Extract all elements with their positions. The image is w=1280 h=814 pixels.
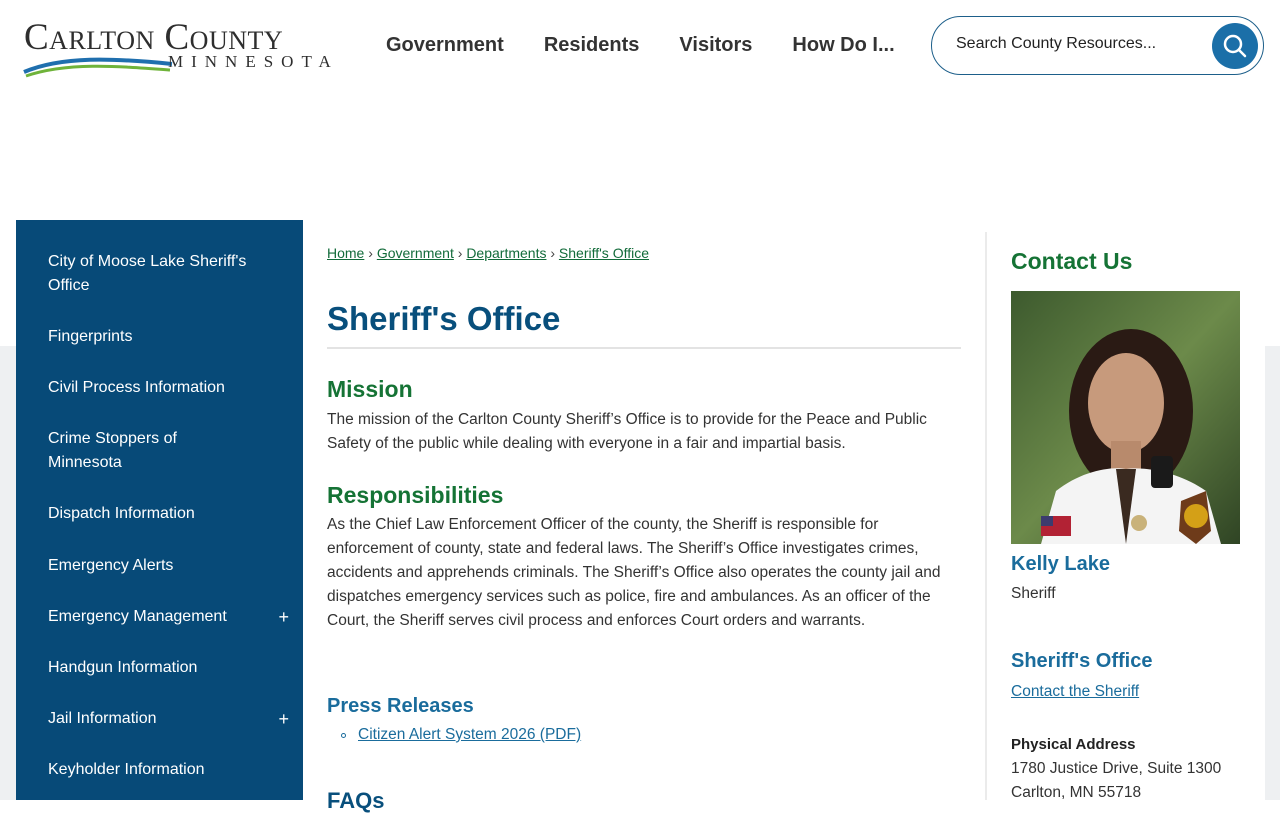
sidebar-item-label: Emergency Management	[48, 608, 227, 625]
nav-government[interactable]: Government	[386, 34, 504, 56]
sidebar-item-moose-lake[interactable]	[16, 250, 303, 298]
expand-icon[interactable]: +	[278, 709, 289, 729]
breadcrumb	[327, 245, 649, 261]
breadcrumb-sheriffs-office[interactable]: Sheriff's Office	[558, 245, 650, 261]
sidebar-item-jail[interactable]	[16, 707, 303, 731]
list-item	[341, 726, 581, 744]
address-label: Physical Address	[1011, 736, 1136, 753]
responsibilities-heading: Responsibilities	[327, 482, 504, 508]
sidebar-item-label: Crime Stoppers of Minnesota	[48, 430, 177, 471]
nav-residents[interactable]: Residents	[543, 34, 640, 56]
nav-how-do-i[interactable]: How Do I...	[792, 34, 895, 56]
office-name: Sheriff's Office	[1011, 650, 1153, 672]
contact-sheriff-link[interactable]: Contact the Sheriff	[1011, 683, 1140, 700]
logo-sub-text: MINNESOTA	[168, 52, 339, 71]
search-input[interactable]	[956, 35, 1206, 53]
sidebar-item-label: Jail Information	[48, 710, 157, 727]
mission-heading: Mission	[327, 376, 413, 402]
faqs-heading: FAQs	[327, 788, 385, 813]
page-title: Sheriff's Office	[327, 300, 561, 337]
sidebar-item-crime-stoppers[interactable]	[16, 427, 303, 475]
carlton-county-logo[interactable]	[22, 14, 344, 78]
breadcrumb-departments[interactable]: Departments	[466, 245, 547, 261]
sidebar-item-keyholder[interactable]	[16, 758, 303, 782]
nav-visitors[interactable]: Visitors	[679, 34, 753, 56]
sidebar-item-civil-process[interactable]	[16, 376, 303, 400]
sidebar-item-label: Civil Process Information	[48, 379, 225, 396]
breadcrumb-separator: ›	[550, 245, 556, 261]
sheriff-name[interactable]: Kelly Lake	[1011, 553, 1110, 575]
sidebar-item-dispatch[interactable]	[16, 502, 303, 526]
expand-icon[interactable]: +	[278, 607, 289, 627]
sheriff-portrait-image	[1011, 291, 1240, 544]
sheriff-role: Sheriff	[1011, 585, 1056, 602]
breadcrumb-separator: ›	[368, 245, 373, 261]
column-divider	[985, 232, 987, 800]
breadcrumb-home[interactable]: Home	[327, 245, 365, 261]
sidebar-item-emergency-alerts[interactable]	[16, 554, 303, 578]
mission-text: The mission of the Carlton County Sheriff’s Office is to provide for the Peace and Public Safety of the public while dealing with everyone in a fair and impartial basis.	[327, 411, 927, 452]
sidebar-item-emergency-management[interactable]	[16, 605, 303, 629]
responsibilities-text: As the Chief Law Enforcement Officer of the county, the Sheriff is responsible for enforcement of county, state and federal laws. The Sheriff’s Office investigates crimes, accidents and apprehends criminals. The Sheriff’s Office also operates the county jail and dispatches emergency services such as police, fire and ambulances. As an officer of the Court, the Sheriff serves civil process and enforces Court orders and warrants.	[327, 516, 941, 629]
contact-heading: Contact Us	[1011, 248, 1133, 274]
sidebar-item-label: Fingerprints	[48, 328, 133, 345]
breadcrumb-government[interactable]: Government	[376, 245, 454, 261]
press-releases-list	[341, 726, 581, 744]
sidebar-item-label: Keyholder Information	[48, 761, 205, 778]
logo-main-text: Carlton County	[24, 17, 284, 58]
title-divider	[327, 347, 961, 349]
breadcrumb-separator: ›	[457, 245, 463, 261]
sidebar-item-label: Handgun Information	[48, 659, 198, 676]
sidebar-nav	[16, 220, 303, 800]
main-panel	[303, 220, 1265, 813]
search-button[interactable]	[1212, 23, 1258, 69]
sidebar-item-label: City of Moose Lake Sheriff's Office	[48, 253, 247, 294]
site-header	[0, 0, 1280, 92]
sidebar-item-label: Emergency Alerts	[48, 557, 174, 574]
search-icon	[1222, 33, 1248, 59]
bullet-icon	[341, 733, 346, 738]
sidebar-item-fingerprints[interactable]	[16, 325, 303, 349]
sheriff-photo	[1011, 291, 1240, 544]
main-nav	[366, 30, 915, 61]
press-release-link[interactable]: Citizen Alert System 2026 (PDF)	[358, 726, 582, 743]
address-line: Carlton, MN 55718	[1011, 784, 1142, 801]
search-box	[931, 16, 1264, 75]
press-releases-heading: Press Releases	[327, 695, 474, 717]
sidebar-item-handgun[interactable]	[16, 656, 303, 680]
address-line: 1780 Justice Drive, Suite 1300	[1011, 760, 1222, 777]
sidebar-item-label: Dispatch Information	[48, 505, 195, 522]
